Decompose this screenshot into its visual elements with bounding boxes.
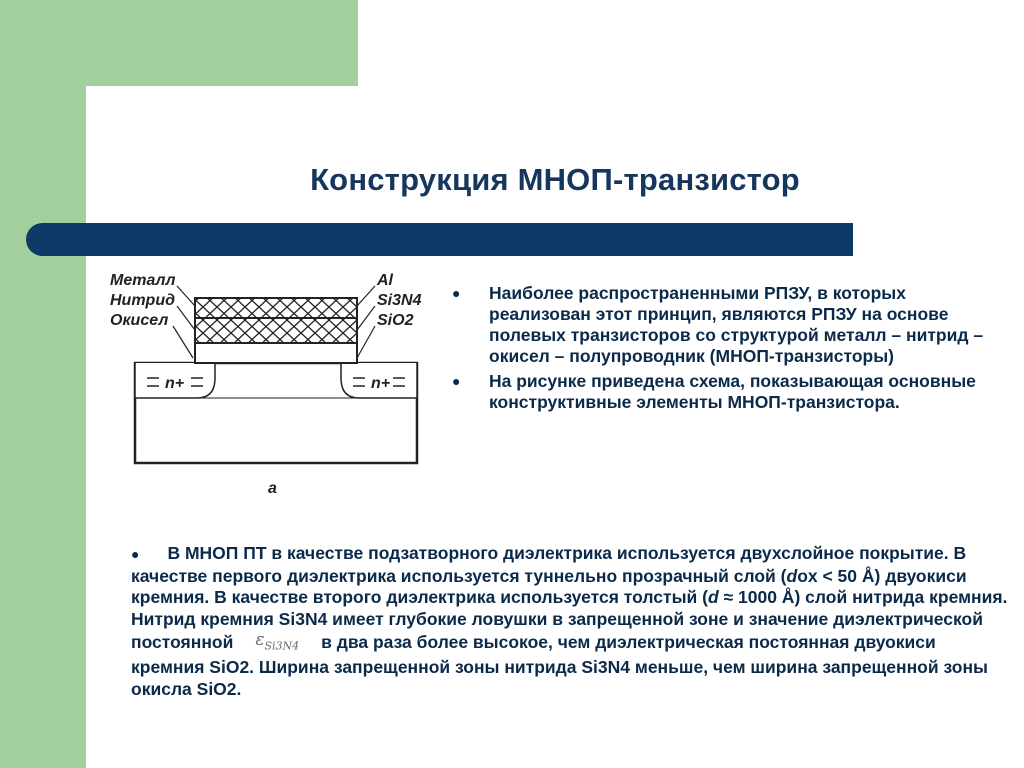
epsilon-symbol: ε [255,630,265,651]
para-part-2: ox < 50 Å) двуокиси кремния. В качестве второго диэлектрика используется толстый ( [131,565,967,608]
bullet-list [452,283,1012,417]
title-underline-bar [26,223,853,256]
para-d-nitride: d [707,587,719,608]
epsilon-formula [238,630,316,657]
label-sio2: SiO2 [377,312,414,329]
bullet-text: Наиболее распространенными РПЗУ, в которых реализован этот принцип, являются РПЗУ на основе полевых транзисторов со структурой металл – нитрид – окисел – полупроводник (МНОП-транзисторы) [489,283,984,366]
body-paragraph [131,543,1011,701]
oxide-layer [195,343,357,363]
para-part-4: в два раза более высокое, чем диэлектрическая постоянная двуокиси кремния SiO2. Ширина запрещенной зоны нитрида Si3N4 меньше, чем ширина запрещенной зоны окисла SiO2. [131,632,988,699]
label-nitride: Нитрид [110,292,175,309]
list-item [452,371,1012,413]
para-part-3: ≈ 1000 Å) слой нитрида кремния. Нитрид кремния Si3N4 имеет глубокие ловушки в запрещенной зоне и значение диэлектрической постоянной [131,587,1008,653]
list-item [452,283,1012,367]
bullet-dot-icon: ● [131,546,140,562]
decor-green-left [0,0,86,768]
label-si3n4: Si3N4 [377,292,422,309]
n-plus-label-left: n+ [165,375,185,392]
epsilon-subscript: Si3N4 [264,639,300,653]
para-d-ox: d [786,565,798,586]
nitride-layer [195,318,357,343]
label-al: Al [377,272,393,289]
metal-layer [195,298,357,318]
bullet-text: На рисунке приведена схема, показывающая основные конструктивные элементы МНОП-транзистора. [489,371,976,412]
slide-title: Конструкция МНОП-транзистор [310,162,800,197]
para-part-1: В МНОП ПТ в качестве подзатворного диэлектрика используется двухслойное покрытие. В качестве первого диэлектрика используется туннельно прозрачный слой ( [131,543,967,586]
bullet-dot-icon: ● [452,285,461,301]
mnos-transistor-diagram [105,268,435,498]
decor-rounded-corner [86,86,166,166]
label-metal: Металл [110,272,176,289]
diagram-caption: а [268,480,277,497]
label-oxide: Окисел [110,312,169,329]
bullet-dot-icon: ● [452,373,461,389]
n-plus-label-right: n+ [371,375,391,392]
